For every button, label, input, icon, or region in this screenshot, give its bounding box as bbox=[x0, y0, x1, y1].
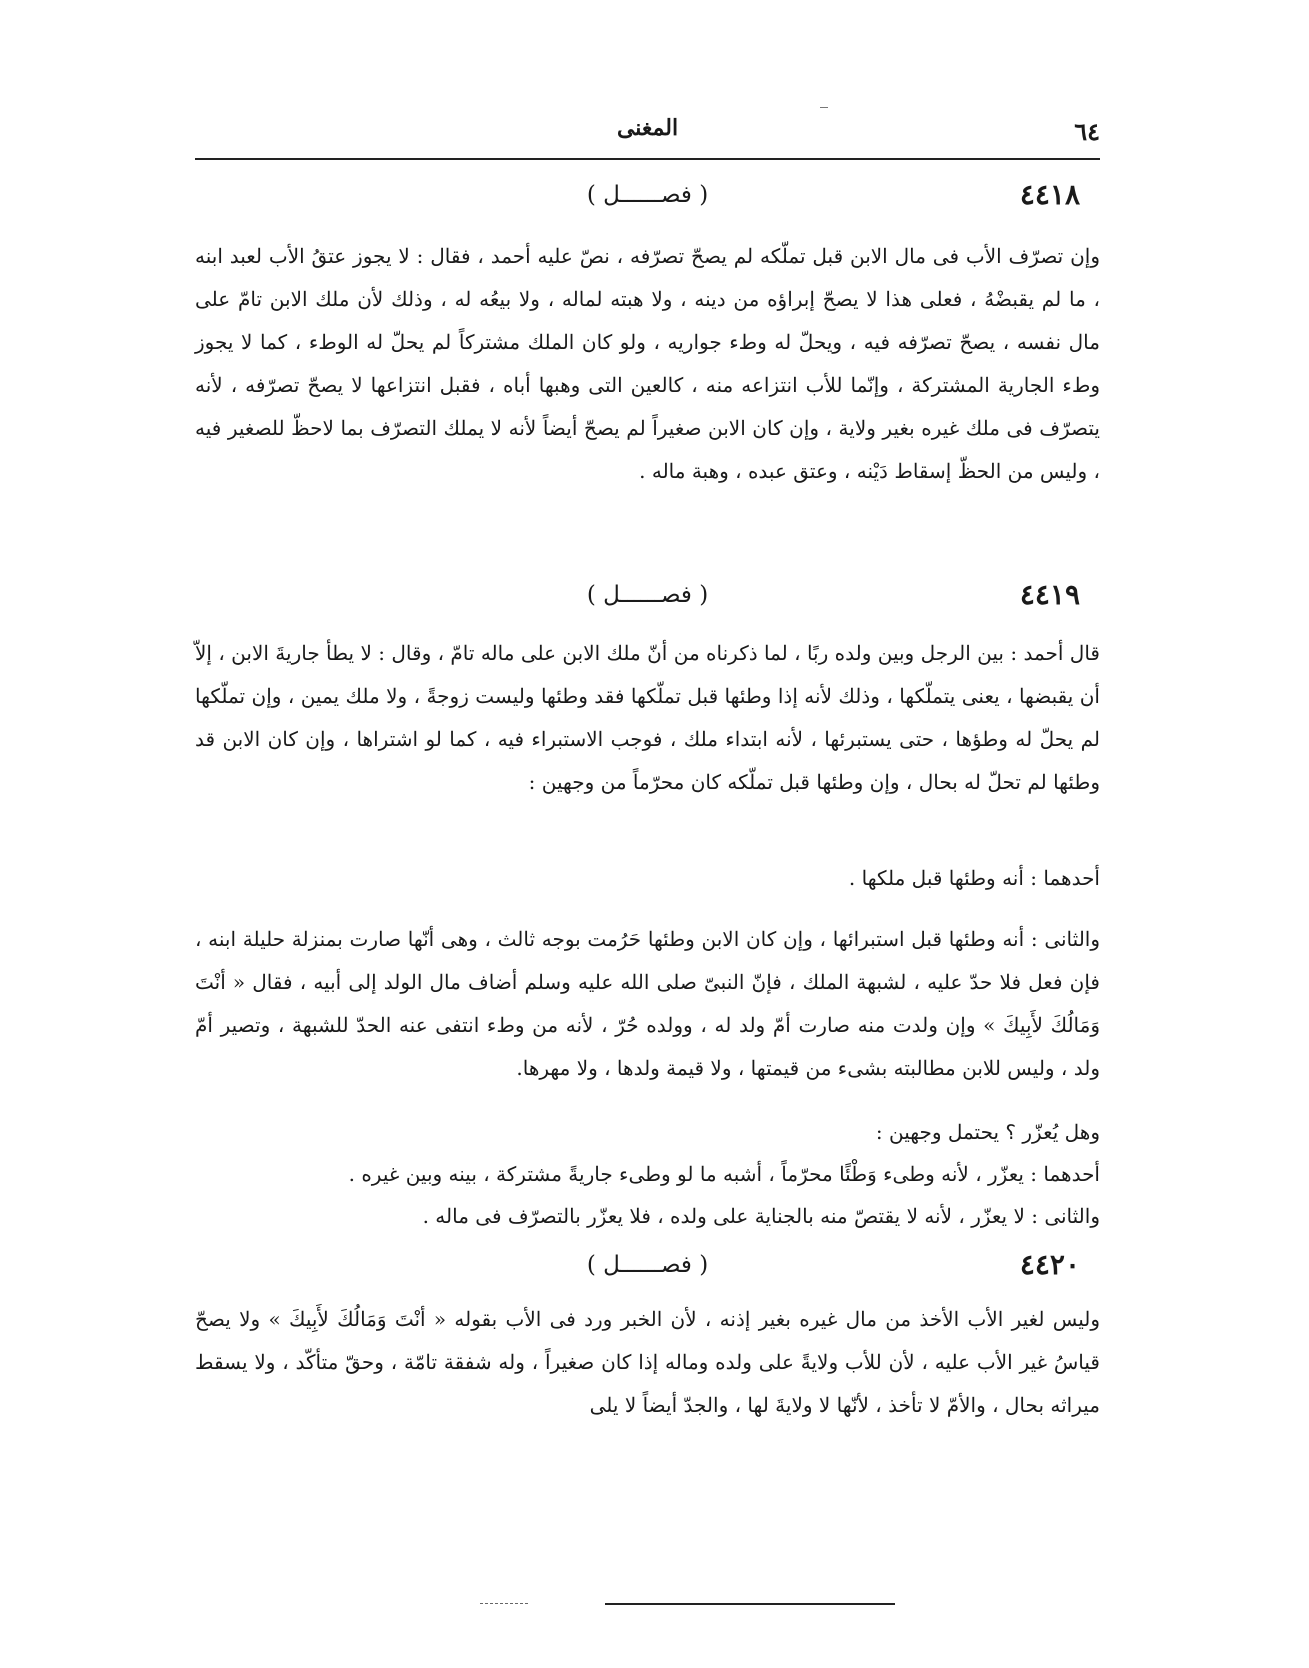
section-heading-4418 bbox=[195, 178, 1100, 222]
section-number: ٤٤١٨ bbox=[1019, 178, 1080, 211]
header-rule bbox=[195, 158, 1100, 160]
paragraph: وليس لغير الأب الأخذ من مال غيره بغير إذنه ، لأن الخبر ورد فى الأب بقوله « أنْتَ وَمَالُكَ لأَبِيكَ » ولا يصحّ قياسُ غير الأب عليه ، لأن للأب ولايةً على ولده وماله إذا كان صغيراً ، وله شفقة تامّة ، وحقّ متأكّد ، ولا يسقط ميراثه بحال ، والأمّ لا تأخذ ، لأنّها لا ولايةَ لها ، والجدّ أيضاً لا يلى bbox=[195, 1307, 1100, 1417]
paragraph: قال أحمد : بين الرجل وبين ولده ربًا ، لما ذكرناه من أنّ ملك الابن على ماله تامّ ، وقال : لا يطأ جاريةَ الابن ، إلاّ أن يقبضها ، يعنى يتملّكها ، وذلك لأنه إذا وطئها قبل تملّكها فقد وطئها وليست زوجةً ، ولا ملك يمين ، وإن تملّكها لم يحلّ له وطؤها ، حتى يستبرئها ، لأنه ابتداء ملك ، فوجب الاستبراء فيه ، كما لو اشتراها ، وإن كان الابن قد وطئها لم تحلّ له بحال ، وإن وطئها قبل تملّكه كان محرّماً من وجهين : bbox=[195, 641, 1100, 794]
page-header bbox=[195, 105, 1100, 155]
running-title: المغنى bbox=[616, 115, 679, 141]
section-title: ( فصــــــل ) bbox=[586, 1252, 709, 1278]
page-number: ٦٤ bbox=[1074, 117, 1100, 146]
list-item: أحدهما : يعزّر ، لأنه وطىء وَطْئًا محرّماً ، أشبه ما لو وطىء جاريةً مشتركة ، بينه وبين غيره . bbox=[348, 1162, 1100, 1186]
footer-dash bbox=[480, 1603, 528, 1604]
list-item: والثانى : لا يعزّر ، لأنه لا يقتصّ منه بالجناية على ولده ، فلا يعزّر بالتصرّف فى ماله . bbox=[422, 1204, 1100, 1228]
section-title: ( فصــــــل ) bbox=[586, 182, 709, 208]
section-heading-4419 bbox=[195, 578, 1100, 622]
section-number: ٤٤٢٠ bbox=[1019, 1248, 1080, 1281]
list-item: والثانى : أنه وطئها قبل استبرائها ، وإن كان الابن وطئها حَرُمت بوجه ثالث ، وهى أنّها صارت بمنزلة حليلة ابنه ، فإن فعل فلا حدّ عليه ، لشبهة الملك ، فإنّ النبىّ صلى الله عليه وسلم أضاف مال الولد إلى أبيه ، فقال « أنْتَ وَمَالُكَ لأَبِيكَ » وإن ولدت منه صارت أمّ ولد له ، وولده حُرّ ، لأنه من وطء انتفى عنه الحدّ للشبهة ، وتصير أمّ ولد ، وليس للابن مطالبته بشىء من قيمتها ، ولا قيمة ولدها ، ولا مهرها. bbox=[195, 927, 1100, 1080]
section-number: ٤٤١٩ bbox=[1019, 578, 1080, 611]
list-item: أحدهما : أنه وطئها قبل ملكها . bbox=[848, 866, 1100, 890]
footer-rule bbox=[605, 1603, 895, 1605]
section-title: ( فصــــــل ) bbox=[586, 582, 709, 608]
list-item: وهل يُعزّر ؟ يحتمل وجهين : bbox=[875, 1120, 1100, 1144]
paragraph: وإن تصرّف الأب فى مال الابن قبل تملّكه لم يصحّ تصرّفه ، نصّ عليه أحمد ، فقال : لا يجوز عتقُ الأب لعبد ابنه ، ما لم يقبضْهُ ، فعلى هذا لا يصحّ إبراؤه من دينه ، ولا هبته لماله ، ولا بيعُه له ، وذلك لأن ملك الابن تامّ على مال نفسه ، يصحّ تصرّفه فيه ، ويحلّ له وطء جواريه ، ولو كان الملك مشتركاً لم يحلّ له الوطء ، كما لا يجوز وطء الجارية المشتركة ، وإنّما للأب انتزاعه منه ، كالعين التى وهبها أباه ، فقبل انتزاعها لا يصحّ تصرّفه ، لأنه يتصرّف فى ملك غيره بغير ولاية ، وإن كان الابن صغيراً لم يصحّ أيضاً لأنه لا يملك التصرّف بما لاحظّ للصغير فيه ، وليس من الحظّ إسقاط دَيْنه ، وعتق عبده ، وهبة ماله . bbox=[195, 244, 1100, 483]
section-heading-4420 bbox=[195, 1248, 1100, 1292]
